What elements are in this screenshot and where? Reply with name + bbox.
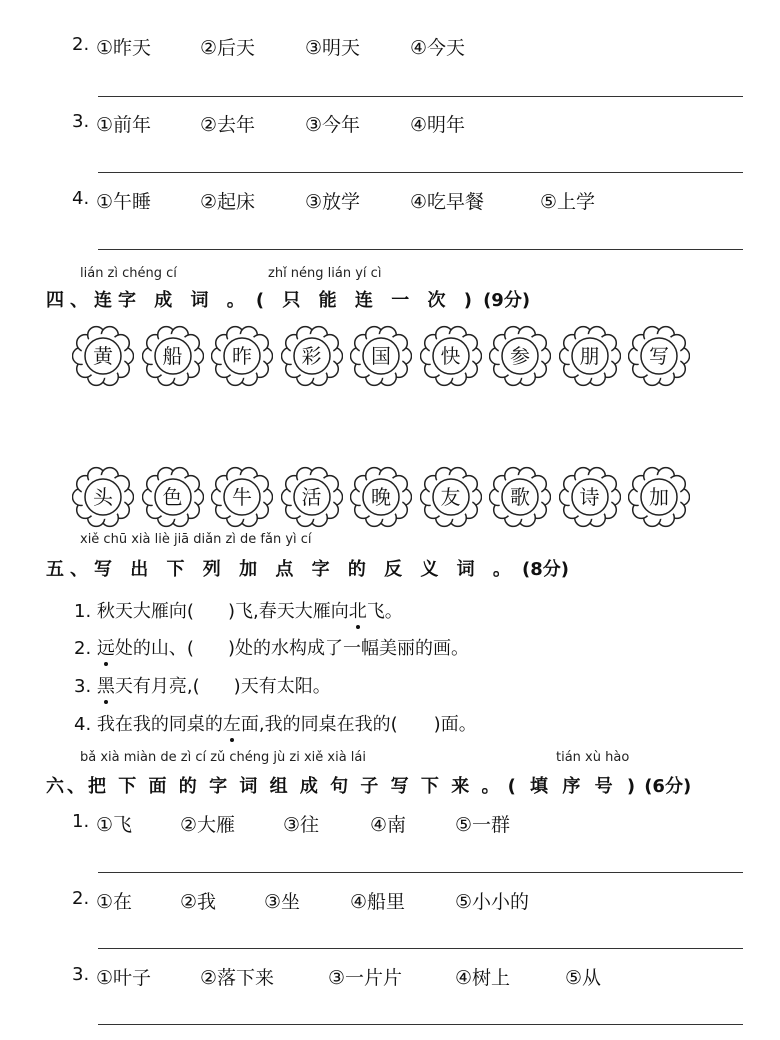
flower-char: 活: [301, 485, 322, 509]
flower-char-badge[interactable]: [72, 325, 134, 387]
dotted-char: 黑: [97, 672, 115, 698]
option: ④船里: [350, 891, 406, 913]
flower-char: 昨: [232, 344, 252, 368]
section-score: (6分): [644, 776, 692, 797]
flower-char-badge[interactable]: [211, 466, 273, 528]
section6-pinyin: bǎ xià miàn de zì cí zǔ chéng jù zi xiě xià lái: [80, 750, 366, 765]
answer-line[interactable]: [98, 948, 743, 949]
dotted-char: 北: [349, 597, 367, 623]
flower-char: 船: [162, 344, 183, 368]
flower-char-badge[interactable]: [281, 325, 343, 387]
option: ④南: [370, 814, 407, 836]
flower-char: 歌: [510, 485, 530, 509]
section4-pinyin: lián zì chéng cí: [80, 266, 177, 281]
flower-char: 写: [649, 344, 669, 368]
section-score: (9分): [483, 290, 531, 311]
flower-char-badge[interactable]: [72, 466, 134, 528]
option: ②我: [180, 891, 217, 913]
option: ①在: [96, 891, 133, 913]
option: ②大雁: [180, 814, 236, 836]
item-number: 4.: [72, 188, 90, 209]
section-title: 四、连字 成 词 。: [46, 290, 251, 311]
flower-char: 朋: [579, 344, 600, 368]
flower-char-badge[interactable]: [350, 466, 412, 528]
antonym-sentence-1: 1. 秋天大雁向( )飞,春天大雁向北飞。: [74, 597, 403, 623]
section6-pinyin-note: tián xù hào: [556, 750, 630, 765]
section4-heading: [46, 286, 530, 312]
section-score: (8分): [522, 559, 570, 580]
flower-char: 牛: [232, 485, 252, 509]
section-note: ( 只 能 连 一 次 ): [255, 290, 478, 311]
flower-char-badge[interactable]: [559, 325, 621, 387]
flower-char: 加: [649, 485, 669, 509]
option: ③一片片: [328, 967, 403, 989]
item-number: 2.: [72, 888, 90, 909]
answer-line[interactable]: [98, 96, 743, 97]
flower-char: 色: [162, 485, 183, 509]
option: ①昨天: [96, 37, 152, 59]
flower-char-badge[interactable]: [420, 466, 482, 528]
option: ①叶子: [96, 967, 152, 989]
option: ②后天: [200, 37, 256, 59]
flower-char: 头: [93, 485, 113, 509]
flower-char-badge[interactable]: [350, 325, 412, 387]
flower-char-badge[interactable]: [211, 325, 273, 387]
option: ③坐: [264, 891, 301, 913]
flower-char: 参: [510, 344, 530, 368]
antonym-sentence-2: 2. 远处的山、( )处的水构成了一幅美丽的画。: [74, 634, 469, 660]
section4-pinyin-note: zhǐ néng lián yí cì: [268, 266, 382, 281]
item-number: 2.: [72, 34, 90, 55]
option: ③往: [283, 814, 320, 836]
flower-char-badge[interactable]: [559, 466, 621, 528]
option: ③放学: [305, 191, 361, 213]
flower-char-badge[interactable]: [628, 466, 690, 528]
option: ⑤上学: [540, 191, 596, 213]
flower-char: 快: [440, 344, 461, 368]
flower-char: 黄: [93, 344, 113, 368]
section5-pinyin: xiě chū xià liè jiā diǎn zì de fǎn yì cí: [80, 532, 312, 547]
option: ⑤从: [565, 967, 602, 989]
flower-char-badge[interactable]: [420, 325, 482, 387]
flower-char: 彩: [301, 344, 322, 368]
flower-char: 友: [440, 485, 461, 509]
option: ④明年: [410, 114, 466, 136]
item-number: 1.: [72, 811, 90, 832]
section5-heading: [46, 555, 569, 581]
option: ④树上: [455, 967, 511, 989]
option: ②落下来: [200, 967, 275, 989]
option: ②起床: [200, 191, 256, 213]
option: ①飞: [96, 814, 133, 836]
item-number: 3.: [72, 111, 90, 132]
flower-char-badge[interactable]: [489, 466, 551, 528]
dotted-char: 远: [97, 634, 115, 660]
flower-char-badge[interactable]: [142, 325, 204, 387]
answer-line[interactable]: [98, 249, 743, 250]
section-title: 六、把 下 面 的 字 词 组 成 句 子 写 下 来 。: [46, 776, 503, 797]
option: ③今年: [305, 114, 361, 136]
flower-char-badge[interactable]: [489, 325, 551, 387]
section-note: ( 填 序 号 ): [507, 776, 640, 797]
section6-heading: [46, 772, 691, 798]
answer-line[interactable]: [98, 872, 743, 873]
answer-line[interactable]: [98, 1024, 743, 1025]
option: ⑤小小的: [455, 891, 530, 913]
flower-char: 晚: [371, 485, 391, 509]
antonym-sentence-3: 3. 黑天有月亮,( )天有太阳。: [74, 672, 331, 698]
option: ④今天: [410, 37, 466, 59]
dotted-char: 左: [223, 710, 241, 736]
antonym-sentence-4: 4. 我在我的同桌的左面,我的同桌在我的( )面。: [74, 710, 477, 736]
section-title: 五、写 出 下 列 加 点 字 的 反 义 词 。: [46, 559, 517, 580]
option: ①前年: [96, 114, 152, 136]
option: ①午睡: [96, 191, 152, 213]
option: ③明天: [305, 37, 361, 59]
option: ⑤一群: [455, 814, 511, 836]
option: ②去年: [200, 114, 256, 136]
flower-char-badge[interactable]: [142, 466, 204, 528]
option: ④吃早餐: [410, 191, 485, 213]
flower-char-badge[interactable]: [281, 466, 343, 528]
flower-char: 诗: [579, 485, 600, 509]
flower-char: 国: [371, 344, 391, 368]
flower-char-badge[interactable]: [628, 325, 690, 387]
item-number: 3.: [72, 964, 90, 985]
answer-line[interactable]: [98, 172, 743, 173]
